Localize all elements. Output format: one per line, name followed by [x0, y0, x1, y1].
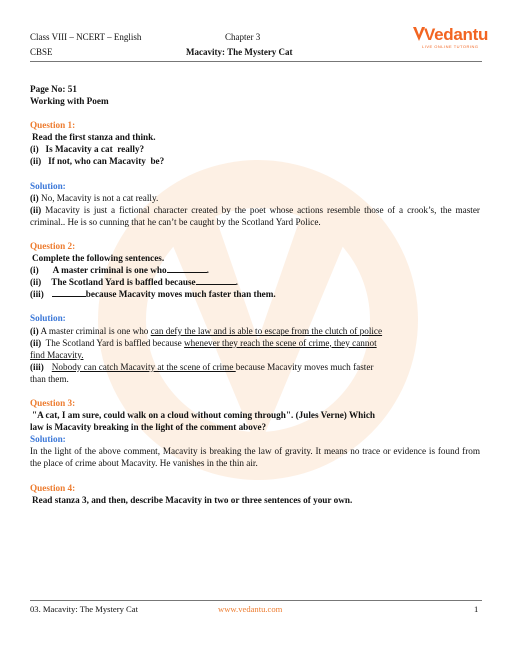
question-3-label: Question 3: — [30, 397, 76, 408]
question-1-part-i: (i) Is Macavity a cat really? — [30, 144, 145, 155]
fill-blank — [167, 264, 207, 273]
solution-1-part-i — [30, 192, 480, 204]
question-2-part-iii — [30, 288, 480, 300]
answer-text: Macavity is just a fictional character created by the poet whose actions resemble those of a crook’s, the master criminal.. He is so cunning that he can’t be caught by the Scotland Yard Police. — [30, 204, 480, 227]
solution-2-part-ii-continued: find Macavity. — [30, 349, 84, 360]
answer-text: No, Macavity is not a cat really. — [38, 192, 159, 203]
question-1-label: Question 1: — [30, 120, 76, 131]
solution-2-part-iii — [30, 361, 480, 373]
board-label: CBSE — [30, 47, 53, 57]
sentence-text: A master criminal is one who — [52, 265, 167, 276]
question-4-text: Read stanza 3, and then, describe Macavity in two or three sentences of your own. — [32, 494, 353, 505]
numeral: (iii) — [30, 289, 44, 300]
section-heading: Working with Poem — [30, 96, 109, 107]
answer-text: can defy the law and is able to escape from the clutch of police — [150, 325, 383, 336]
logo-tagline: LIVE ONLINE TUTORING — [422, 44, 479, 49]
solution-2-part-ii — [30, 337, 480, 349]
answer-lead: The Scotland Yard is baffled because — [41, 337, 185, 348]
answer-lead: A master criminal is one who — [38, 325, 151, 336]
solution-3-text: In the light of the above comment, Macavity is breaking the law of gravity. It means no trace or evidence is found from the place of crime about Macavity. He vanishes in the thin air. — [30, 446, 480, 469]
vedantu-logo — [412, 25, 489, 51]
sentence-text: because Macavity moves much faster than them. — [85, 289, 276, 300]
chapter-label: Chapter 3 — [225, 32, 261, 42]
numeral: (ii) — [30, 337, 42, 348]
fill-blank — [196, 276, 236, 285]
page-number: Page No: 51 — [30, 84, 77, 94]
question-4-label: Question 4: — [30, 482, 76, 493]
solution-1-label: Solution: — [30, 180, 66, 191]
question-3-text: "A cat, I am sure, could walk on a cloud without coming through". (Jules Verne) Which — [32, 410, 376, 421]
answer-text: whenever they reach the scene of crime, they cannot — [184, 337, 377, 348]
question-2-label: Question 2: — [30, 240, 76, 251]
chapter-title: Macavity: The Mystery Cat — [186, 47, 293, 57]
question-2-part-i: (i) A master criminal is one who . — [30, 265, 209, 276]
question-2-part-ii: (ii) The Scotland Yard is baffled because . — [30, 277, 238, 288]
solution-1-part-ii — [30, 204, 480, 228]
question-3-text-continued: law is Macavity breaking in the light of the comment above? — [30, 422, 267, 433]
header-rule — [30, 61, 482, 62]
numeral: (ii) — [30, 277, 42, 288]
solution-2-label: Solution: — [30, 313, 66, 324]
footer-chapter: 03. Macavity: The Mystery Cat — [30, 604, 138, 614]
numeral: (iii) — [30, 361, 44, 372]
content-area — [30, 83, 480, 506]
solution-2-part-iii-continued: than them. — [30, 373, 69, 384]
numeral: (i) — [30, 192, 39, 203]
footer-website — [218, 604, 282, 615]
question-1-prompt: Read the first stanza and think. — [32, 132, 156, 143]
question-2-prompt: Complete the following sentences. — [32, 253, 165, 264]
answer-text: Nobody can catch Macavity at the scene of crime — [51, 361, 236, 372]
page-number-footer: 1 — [474, 604, 479, 614]
footer-rule — [30, 600, 482, 601]
numeral: (i) — [30, 265, 39, 276]
logo-wordmark: Vedantu — [424, 25, 489, 44]
numeral: (ii) — [30, 204, 42, 215]
sentence-text: The Scotland Yard is baffled because — [51, 277, 196, 288]
fill-blank — [52, 288, 86, 297]
answer-tail: because Macavity moves much faster — [235, 361, 374, 372]
solution-2-part-i — [30, 325, 480, 337]
question-1-part-ii: (ii) If not, who can Macavity be? — [30, 156, 165, 167]
class-line: Class VIII – NCERT – English — [30, 32, 142, 42]
website-link[interactable]: www.vedantu.com — [218, 604, 283, 614]
numeral: (i) — [30, 325, 39, 336]
solution-3-label: Solution: — [30, 434, 66, 445]
